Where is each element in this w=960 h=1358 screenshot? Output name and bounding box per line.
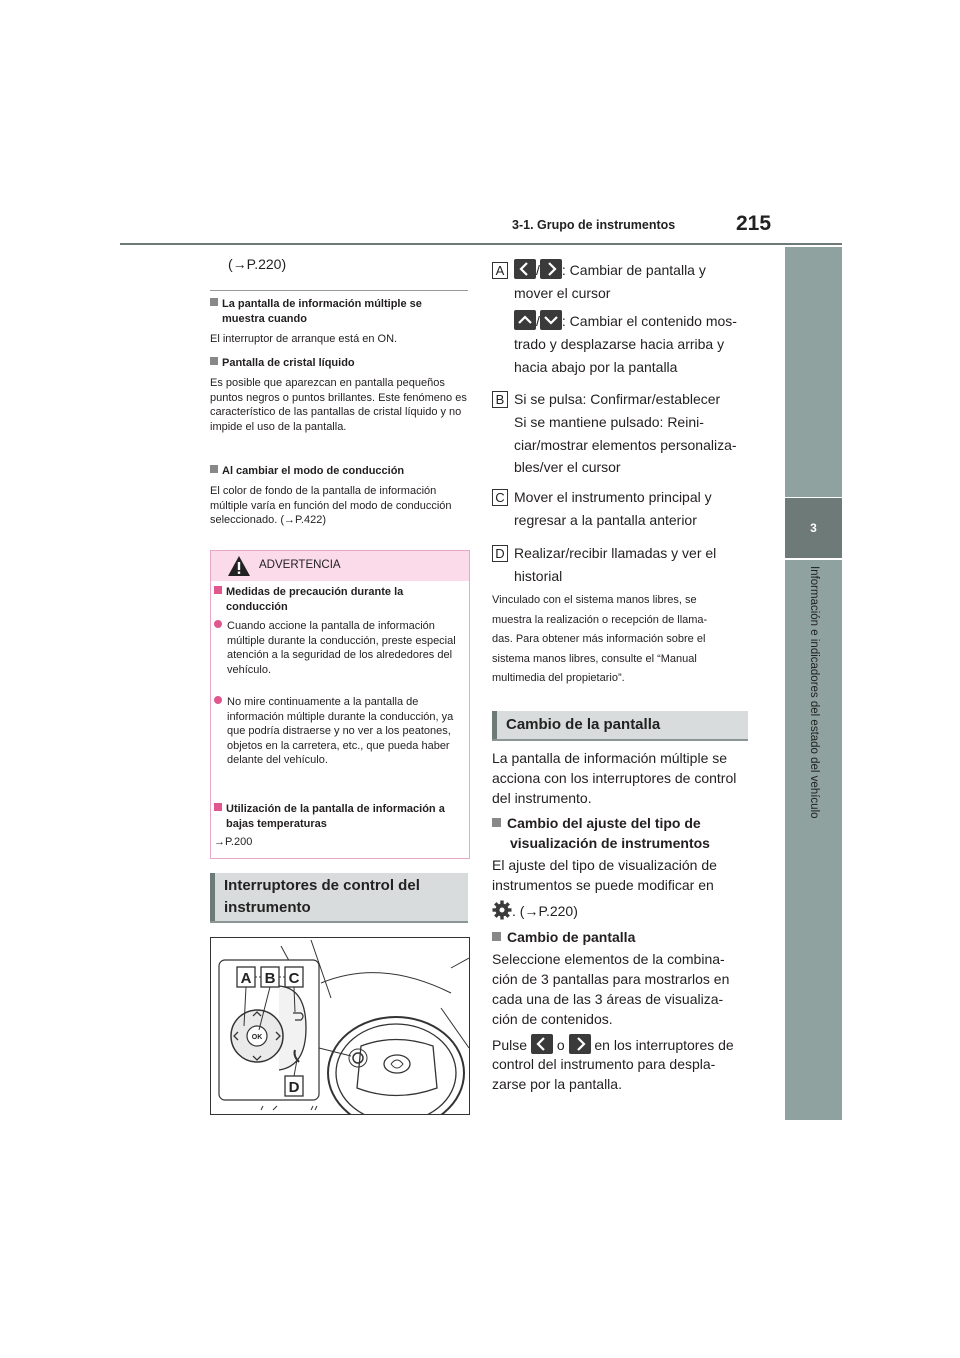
warning-ref: →P.200: [214, 836, 253, 848]
paragraph: El ajuste del tipo de visualización de: [492, 857, 717, 873]
warning-bullet-text: No mire continuamente a la pantalla de información múltiple durante la conducción, ya que podría distraerse y no ver a los peatones, objetos en la carretera, etc., que pueda haber delante del vehículo.: [227, 696, 454, 766]
label-box-a: A: [492, 262, 508, 279]
sub-heading: [492, 927, 748, 947]
item-text: : Cambiar el contenido mos-: [561, 313, 737, 329]
paragraph: zarse por la pantalla.: [492, 1076, 622, 1092]
item-text: historial: [514, 568, 563, 584]
paragraph: acciona con los interruptores de control: [492, 770, 737, 786]
item-a-line: [514, 259, 706, 282]
paragraph: ción de 3 pantallas para mostrarlos en: [492, 971, 730, 987]
round-bullet-icon: [214, 620, 222, 628]
handsfree-note: Vinculado con el sistema manos libres, se: [492, 594, 697, 606]
square-bullet-icon: [210, 298, 218, 306]
divider: [210, 290, 468, 291]
item-text: Mover el instrumento principal y: [514, 489, 712, 505]
steering-wheel-illustration: [210, 937, 470, 1115]
item-text: regresar a la pantalla anterior: [514, 512, 697, 528]
paragraph: La pantalla de información múltiple se: [492, 750, 728, 766]
section-heading-line: instrumento: [224, 899, 311, 916]
sub-heading: [492, 813, 748, 833]
chapter-number: 3: [785, 498, 842, 558]
paragraph: Seleccione elementos de la combina-: [492, 951, 725, 967]
section-heading: [492, 711, 748, 739]
section-heading: [210, 873, 468, 921]
note-title: [210, 356, 468, 371]
callout-c: C: [288, 970, 300, 987]
label-box-d: D: [492, 545, 508, 562]
label-box-b: B: [492, 391, 508, 408]
note-title: [210, 464, 468, 479]
warning-bullet: [214, 619, 464, 677]
right-arrow-button-icon: [569, 1034, 591, 1054]
square-bullet-icon: [210, 465, 218, 473]
note-body: El interruptor de arranque está en ON.: [210, 333, 398, 345]
handsfree-note: das. Para obtener más información sobre el: [492, 633, 706, 645]
warning-title: [214, 585, 464, 615]
chapter-title: Información e indicadores del estado del vehículo: [808, 566, 820, 819]
callout-b: B: [264, 970, 276, 987]
item-text: ciar/mostrar elementos personaliza-: [514, 437, 737, 453]
item-text: Si se pulsa: Confirmar/establecer: [514, 391, 721, 407]
left-arrow-button-icon: [531, 1034, 553, 1054]
warning-header: [210, 550, 470, 581]
note-body: Es posible que aparezcan en pantalla pequeños puntos negros o puntos brillantes. Este fenómeno es característico de las pantallas de cristal líquido y no impide el uso de la pantalla.: [210, 377, 467, 433]
warning-title-text: Utilización de la pantalla de información a bajas temperaturas: [226, 803, 445, 830]
page-number: 215: [736, 212, 772, 235]
down-arrow-button-icon: [540, 310, 562, 330]
item-text: mover el cursor: [514, 285, 611, 301]
item-text: : Cambiar de pantalla y: [561, 262, 706, 278]
slash: /: [536, 262, 540, 278]
right-arrow-button-icon: [540, 259, 562, 279]
side-tab-top: [785, 247, 842, 497]
warning-title: [214, 802, 464, 832]
section-heading-line: Interruptores de control del: [224, 877, 420, 894]
paragraph: cada una de las 3 áreas de visualiza-: [492, 991, 724, 1007]
pulse-word: Pulse: [492, 1037, 528, 1053]
page-ref: . (→P.220): [512, 903, 578, 919]
note-title-text: La pantalla de información múltiple se muestra cuando: [222, 298, 422, 325]
steering-switch-diagram: [211, 938, 469, 1114]
handsfree-note: multimedia del propietario”.: [492, 672, 625, 684]
left-arrow-button-icon: [514, 259, 536, 279]
sentence-text: en los interruptores de: [594, 1037, 734, 1053]
paragraph: instrumentos se puede modificar en: [492, 877, 714, 893]
label-box-c: C: [492, 489, 508, 506]
square-bullet-icon: [492, 818, 501, 827]
square-bullet-icon: [214, 586, 222, 594]
item-text: trado y desplazarse hacia arriba y: [514, 336, 725, 352]
callout-d: D: [288, 1079, 300, 1096]
item-updown-line: [514, 310, 737, 333]
warning-title-text: Medidas de precaución durante la conducción: [226, 586, 404, 613]
note-title: [210, 297, 468, 327]
paragraph: del instrumento.: [492, 790, 592, 806]
item-text: Si se mantiene pulsado: Reini-: [514, 414, 704, 430]
handsfree-note: muestra la realización o recepción de llama-: [492, 614, 708, 626]
warning-triangle-icon: [227, 555, 251, 577]
note-title-text: Al cambiar el modo de conducción: [222, 465, 405, 477]
sub-heading-text: Cambio de pantalla: [507, 929, 636, 945]
section-heading-line: Cambio de la pantalla: [506, 716, 661, 733]
up-arrow-button-icon: [514, 310, 536, 330]
handsfree-note: sistema manos libres, consulte el “Manual: [492, 653, 697, 665]
item-text: bles/ver el cursor: [514, 459, 621, 475]
warning-bullet: [214, 695, 464, 768]
ok-button-label: OK: [251, 1034, 263, 1041]
section-rule: [210, 921, 468, 923]
square-bullet-icon: [214, 803, 222, 811]
note-body: El color de fondo de la pantalla de información múltiple varía en función del modo de conducción seleccionado. (→P.422): [210, 485, 452, 526]
sub-heading-text: visualización de instrumentos: [510, 835, 710, 851]
sub-heading-text: Cambio del ajuste del tipo de: [507, 815, 701, 831]
page-ref-top: (→P.220): [228, 256, 287, 272]
paragraph: [492, 900, 748, 921]
item-text: Realizar/recibir llamadas y ver el: [514, 545, 717, 561]
or-word: o: [556, 1037, 565, 1053]
warning-label: ADVERTENCIA: [259, 559, 341, 571]
square-bullet-icon: [492, 932, 501, 941]
header-section-title: 3-1. Grupo de instrumentos: [512, 218, 676, 232]
item-text: hacia abajo por la pantalla: [514, 359, 678, 375]
callout-a: A: [240, 970, 252, 987]
round-bullet-icon: [214, 696, 222, 704]
header-rule: [120, 243, 842, 245]
paragraph: control del instrumento para despla-: [492, 1056, 716, 1072]
warning-bullet-text: Cuando accione la pantalla de información múltiple durante la conducción, preste especial atención a la seguridad de los alrededores del vehículo.: [227, 620, 456, 676]
paragraph: ción de contenidos.: [492, 1011, 613, 1027]
section-rule: [492, 739, 748, 741]
paragraph: [492, 1034, 748, 1055]
note-title-text: Pantalla de cristal líquido: [222, 357, 355, 369]
slash: /: [536, 313, 540, 329]
gear-icon: [492, 900, 512, 920]
square-bullet-icon: [210, 357, 218, 365]
